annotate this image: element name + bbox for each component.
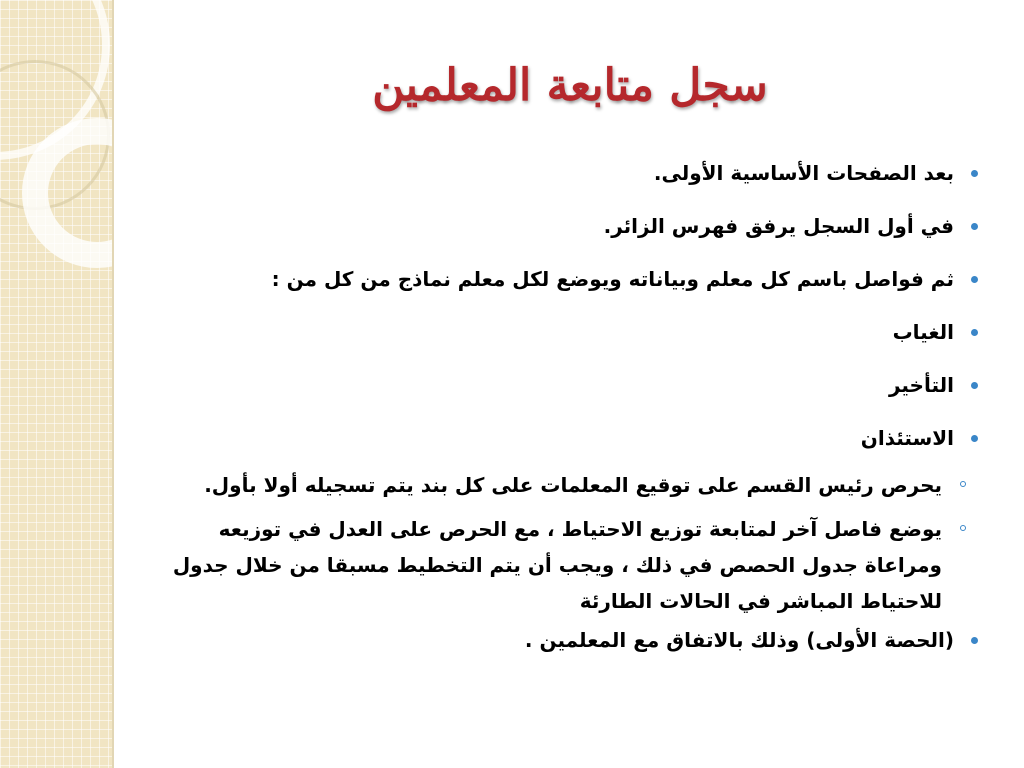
sub-list-item bbox=[150, 511, 980, 619]
sub-list-item bbox=[150, 467, 980, 503]
bullet-dot-icon bbox=[971, 637, 978, 644]
sub-list-item-text: يحرص رئيس القسم على توقيع المعلمات على كل بند يتم تسجيله أولا بأول. bbox=[204, 473, 942, 497]
bullet-dot-icon bbox=[971, 276, 978, 283]
bullet-ring-icon bbox=[960, 525, 966, 531]
bullet-dot-icon bbox=[971, 382, 978, 389]
list-item-text: ثم فواصل باسم كل معلم وبياناته ويوضع لكل معلم نماذج من كل من : bbox=[271, 267, 954, 291]
bullet-dot-icon bbox=[971, 435, 978, 442]
list-item-text: الاستئذان bbox=[860, 426, 954, 450]
list-item-text: الغياب bbox=[892, 320, 954, 344]
list-item-text: بعد الصفحات الأساسية الأولى. bbox=[653, 161, 954, 185]
list-item bbox=[150, 319, 980, 345]
list-item bbox=[150, 160, 980, 186]
list-item-text: (الحصة الأولى) وذلك بالاتفاق مع المعلمين . bbox=[524, 628, 954, 652]
bullet-dot-icon bbox=[971, 223, 978, 230]
list-item bbox=[150, 372, 980, 398]
list-item bbox=[150, 266, 980, 292]
bullet-ring-icon bbox=[960, 481, 966, 487]
bullet-dot-icon bbox=[971, 170, 978, 177]
sub-list-item-text: يوضع فاصل آخر لمتابعة توزيع الاحتياط ، مع الحرص على العدل في توزيعه ومراعاة جدول الحصص في ذلك ، ويجب أن يتم التخطيط مسبقا من خلال جدول للاحتياط المباشر في الحالات الطارئة bbox=[172, 517, 942, 613]
slide-body bbox=[150, 160, 980, 680]
list-item-text: في أول السجل يرفق فهرس الزائر. bbox=[603, 214, 954, 238]
bullet-list bbox=[150, 160, 980, 653]
list-item-text: التأخير bbox=[888, 373, 954, 397]
list-item bbox=[150, 213, 980, 239]
bullet-dot-icon bbox=[971, 329, 978, 336]
slide-title: سجل متابعة المعلمين bbox=[372, 60, 768, 111]
panel-divider bbox=[112, 0, 114, 768]
list-item bbox=[150, 425, 980, 451]
decorative-side-panel bbox=[0, 0, 112, 768]
list-item bbox=[150, 627, 980, 653]
